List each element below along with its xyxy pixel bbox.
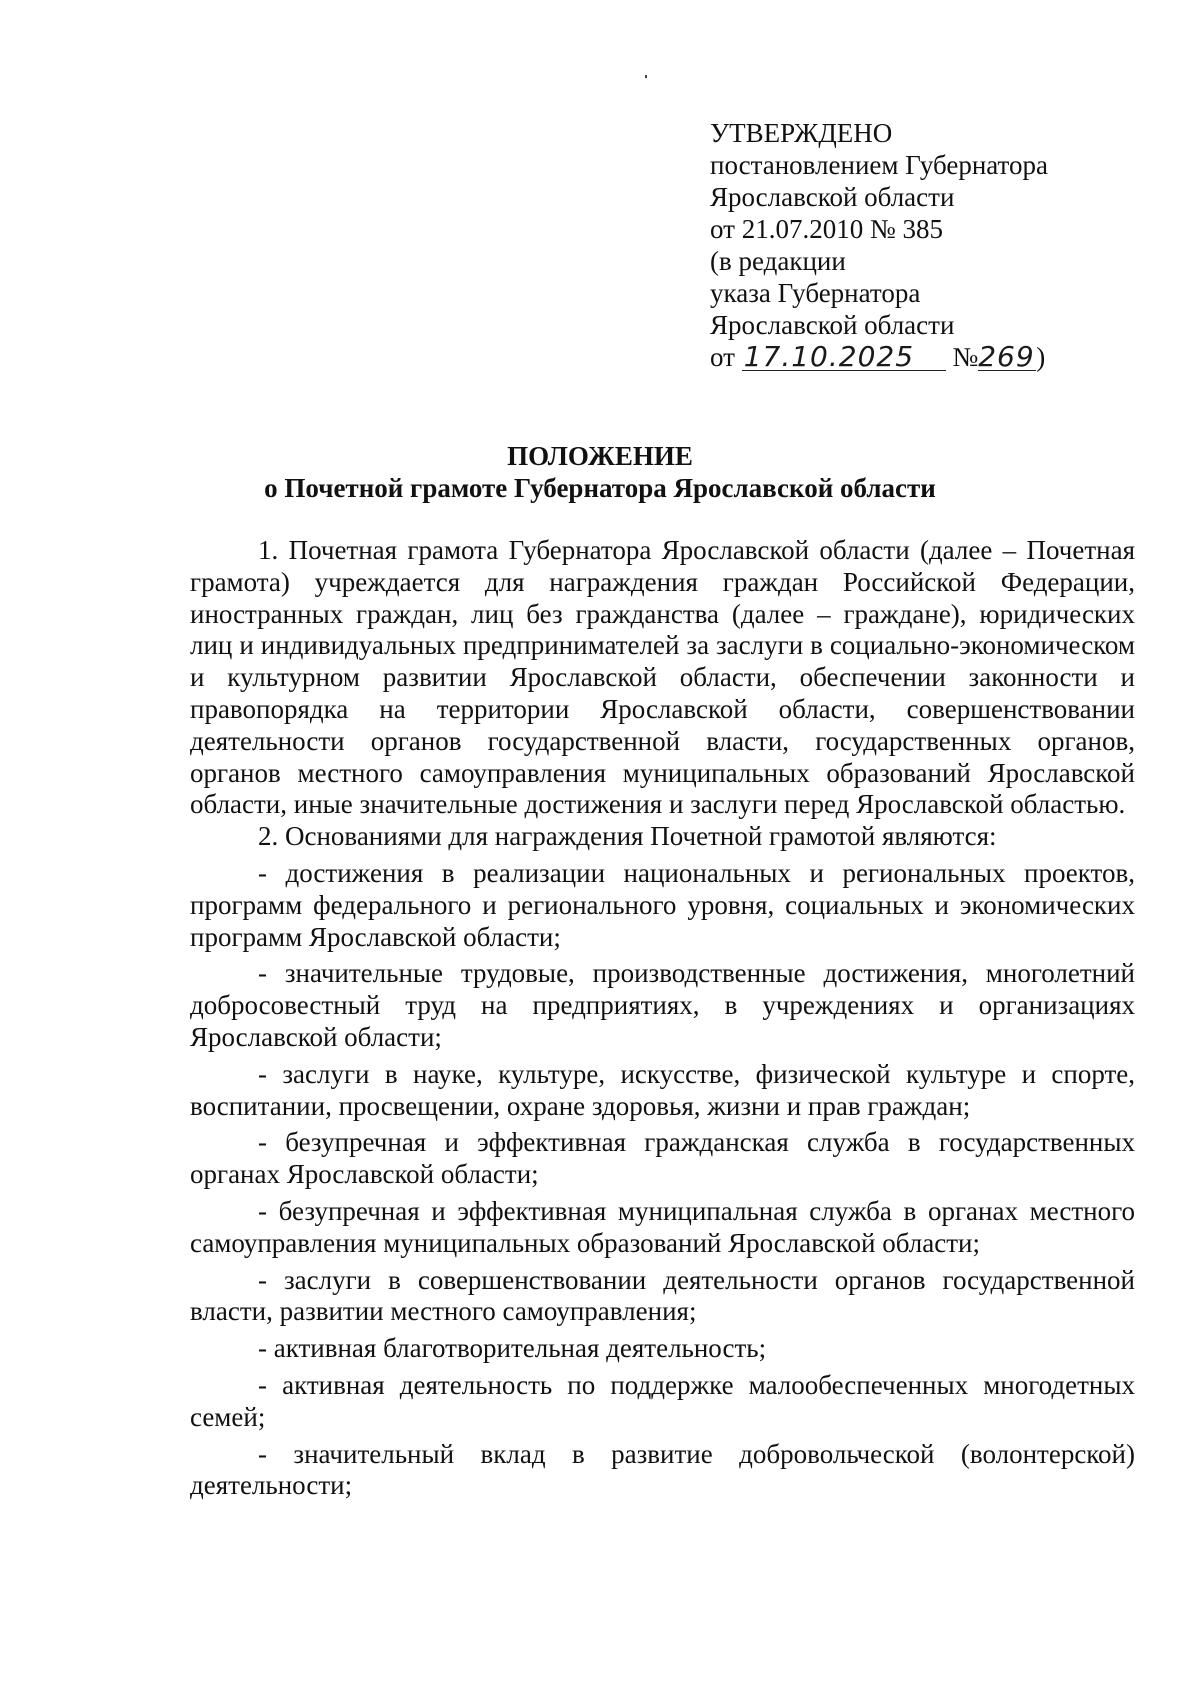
- approval-line: Ярославской области: [710, 310, 955, 340]
- list-item: - активная благотворительная деятельность;: [258, 1333, 767, 1364]
- list-item: - безупречная и эффективная муниципальная служба в органах местного самоуправления муниципальных образований Ярославской области;: [190, 1195, 1135, 1258]
- number-underline: [978, 340, 1036, 373]
- amendment-date-line: [710, 341, 1150, 373]
- list-item: - безупречная и эффективная гражданская служба в государственных органах Ярославской области;: [190, 1127, 1135, 1190]
- approval-line: от 21.07.2010 № 385: [710, 214, 943, 244]
- paragraph-1: 1. Почетная грамота Губернатора Ярославской области (далее – Почетная грамота) учреждается для награждения граждан Российской Федерации, иностранных граждан, лиц без гражданства (далее – граждане), юридических лиц и индивидуальных предпринимателей за заслуги в социально-экономическом и культурном развитии Ярославской области, обеспечении законности и правопорядка на территории Ярославской области, совершенствовании деятельности органов государственной власти, государственных органов, органов местного самоуправления муниципальных образований Ярославской области, иные значительные достижения и заслуги перед Ярославской областью.: [190, 535, 1135, 820]
- number-prefix: №: [952, 342, 979, 372]
- handwritten-date: 17.10.2025: [743, 340, 915, 373]
- approval-stamp-block: [710, 117, 1150, 373]
- approval-heading: УТВЕРЖДЕНО: [710, 118, 893, 148]
- document-subtitle: о Почетной грамоте Губернатора Ярославской области: [264, 473, 936, 503]
- list-item: - значительный вклад в развитие добровольческой (волонтерской) деятельности;: [190, 1438, 1135, 1501]
- list-item: - значительные трудовые, производственные достижения, многолетний добросовестный труд на предприятиях, в учреждениях и организациях Ярославской области;: [190, 958, 1135, 1052]
- date-underline: [742, 340, 946, 373]
- from-prefix: от: [710, 342, 735, 372]
- paragraph-2: 2. Основаниями для награждения Почетной грамотой являются:: [258, 821, 997, 852]
- handwritten-number: 269: [978, 340, 1035, 373]
- scan-speck: [645, 75, 647, 78]
- approval-line: указа Губернатора: [710, 278, 921, 308]
- document-body: [190, 535, 1135, 1502]
- document-title: ПОЛОЖЕНИЕ: [507, 441, 693, 471]
- approval-line: постановлением Губернатора: [710, 150, 1048, 180]
- approval-line: Ярославской области: [710, 182, 955, 212]
- approval-line: (в редакции: [710, 246, 846, 276]
- list-item: - заслуги в совершенствовании деятельности органов государственной власти, развитии местного самоуправления;: [190, 1264, 1135, 1327]
- list-item: - достижения в реализации национальных и региональных проектов, программ федерального и регионального уровня, социальных и экономических программ Ярославской области;: [190, 857, 1135, 952]
- close-paren: ): [1036, 342, 1046, 372]
- list-item: - активная деятельность по поддержке малообеспеченных многодетных семей;: [190, 1369, 1135, 1432]
- list-item: - заслуги в науке, культуре, искусстве, физической культуре и спорте, воспитании, просвещении, охране здоровья, жизни и прав граждан;: [190, 1058, 1135, 1121]
